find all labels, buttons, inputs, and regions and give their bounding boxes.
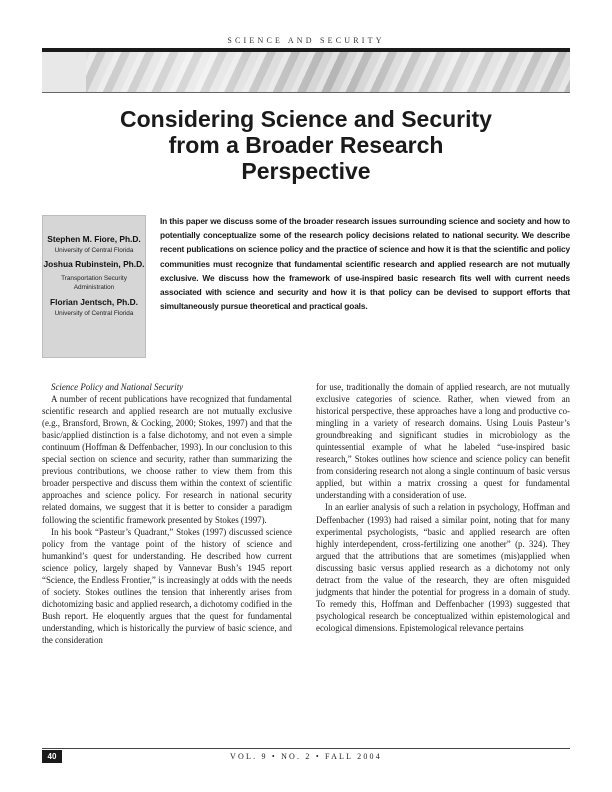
author-name: Joshua Rubinstein, Ph.D. bbox=[43, 259, 145, 269]
page-number: 40 bbox=[42, 750, 62, 763]
title-line-1: Considering Science and Security bbox=[120, 106, 492, 132]
article-title bbox=[42, 106, 570, 184]
title-line-3: Perspective bbox=[241, 158, 371, 184]
author-affiliation-line: Transportation Security bbox=[61, 275, 127, 282]
author-name: Stephen M. Fiore, Ph.D. bbox=[47, 234, 141, 244]
author-name: Florian Jentsch, Ph.D. bbox=[50, 297, 138, 307]
header-banner-margin bbox=[42, 52, 86, 92]
body-paragraph: In an earlier analysis of such a relation in psychology, Hoffman and Deffenbacher (1993) had raised a similar point, noting that for many experimental psychologists, “basic and applied research are often highly interdependent, cross-fertilizing one another” (p. 324). They argued that the attributions that are sometimes (mis)applied when discussing basic versus applied research as a dichotomy not only detract from the value of the research, they are often misguided judgments that hinder the potential for progress in a domain of study. To remedy this, Hoffman and Deffenbacher (1993) suggested that psychological research be conceptualized within epistemological and ecological dimensions. Epistemological relevance pertains bbox=[316, 502, 570, 633]
section-header: SCIENCE AND SECURITY bbox=[227, 36, 385, 45]
body-column-right bbox=[316, 381, 570, 634]
author-affiliation-line: Administration bbox=[73, 284, 115, 291]
title-line-2: from a Broader Research bbox=[168, 132, 444, 158]
issue-info: VOL. 9 • NO. 2 • FALL 2004 bbox=[230, 752, 382, 761]
section-subhead: Science Policy and National Security bbox=[51, 382, 184, 392]
author-affiliation bbox=[43, 274, 145, 292]
author-box bbox=[42, 215, 146, 358]
body-paragraph: for use, traditionally the domain of applied research, are not mutually exclusive categories of science. Rather, when viewed from an historical perspective, these approaches have a long and productive co-mingling in a variety of research domains. Using Louis Pasteur’s groundbreaking and significant studies in microbiology as the quintessential example of what he labeled “use-inspired basic research,” Stokes outlines how science and science policy can benefit from considering research not along a single continuum of basic versus applied, but within a matrix crossing a quest for fundamental understanding with a consideration of use. bbox=[316, 382, 570, 501]
body-column-left bbox=[42, 381, 292, 646]
author-affiliation: University of Central Florida bbox=[54, 310, 134, 317]
banner-rule bbox=[42, 92, 570, 93]
abstract: In this paper we discuss some of the broader research issues surrounding science and society and how to potentially conceptualize some of the research policy decisions related to national security. We describe recent publications on science policy and the practice of science and how it is that the scientific and policy communities must recognize that fundamental scientific research and applied research are not mutually exclusive. We discuss how the framework of use-inspired basic research fits well with current needs associated with science and security and how it is that policy can be devised to support efforts that simultaneously pursue theoretical and practical goals. bbox=[160, 216, 570, 312]
body-paragraph: In his book “Pasteur’s Quadrant,” Stokes (1997) discussed science policy from the vantage point of the history of science and humankind’s quest for understanding. He described how current science policy, largely shaped by Vannevar Bush’s 1945 report “Science, the Endless Frontier,” is increasingly at odds with the needs of society. Stokes outlines the tension that inherently arises from dichotomizing basic and applied research, a dichotomy codified in the Bush report. He eloquently argues that the quest for fundamental understanding, which is historically the purview of basic science, and the consideration bbox=[42, 526, 292, 645]
body-paragraph: A number of recent publications have recognized that fundamental scientific research and applied research are not mutually exclusive (e.g., Bransford, Brown, & Cocking, 2000; Stokes, 1997) and that the basic/applied distinction is a false dichotomy, and not even a simple continuum (Hoffman & Deffenbacher, 1993). In our conclusion to this special section on science and security, rather than summarizing the previous contributions, we choose rather to view them from this broader perspective and discuss them within the context of scientific approaches and science policy. For research in national security related domains, we suggest that it is better to consider a paradigm following the scientific framework presented by Stokes (1997). bbox=[42, 394, 292, 525]
footer-rule bbox=[42, 748, 570, 749]
header-banner-image bbox=[42, 52, 570, 92]
author-affiliation: University of Central Florida bbox=[54, 247, 134, 254]
